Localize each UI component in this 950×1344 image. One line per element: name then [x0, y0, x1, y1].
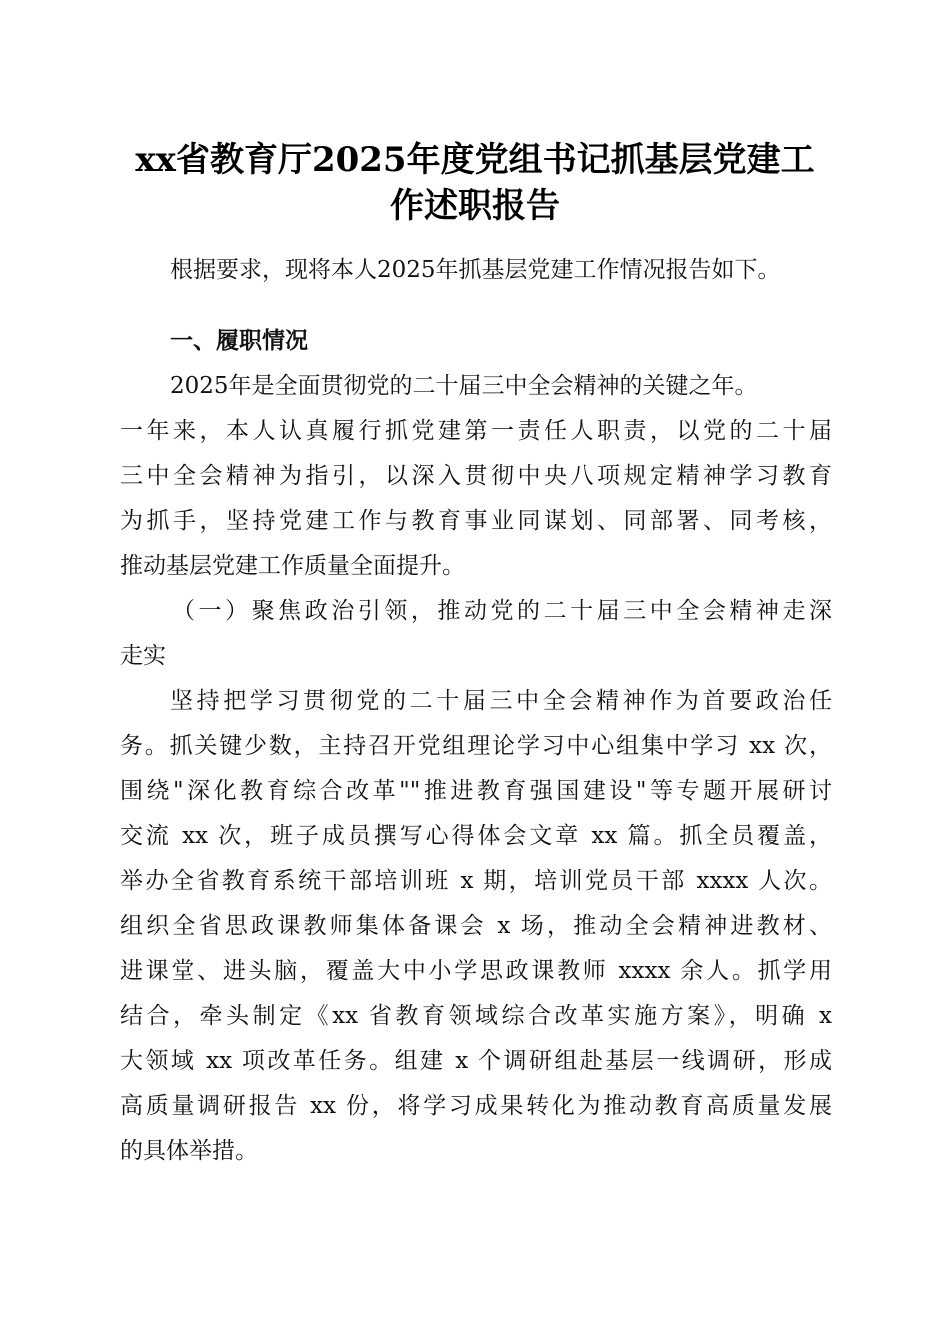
- para2-line-8: 结合，牵头制定《xx 省教育领域综合改革实施方案》，明确 x: [120, 1003, 832, 1029]
- para2-line-4: 交流 xx 次，班子成员撰写心得体会文章 xx 篇。抓全员覆盖，: [120, 823, 832, 849]
- para2-line-11: 的具体举措。: [120, 1138, 258, 1164]
- intro-paragraph: 根据要求，现将本人2025年抓基层党建工作情况报告如下。: [170, 257, 781, 283]
- para2-line-3: 围绕"深化教育综合改革""推进教育强国建设"等专题开展研讨: [120, 778, 832, 804]
- para2-line-2: 务。抓关键少数，主持召开党组理论学习中心组集中学习 xx 次，: [120, 733, 832, 759]
- para1-line-3: 三中全会精神为指引，以深入贯彻中央八项规定精神学习教育: [120, 463, 832, 489]
- para2-line-6: 组织全省思政课教师集体备课会 x 场，推动全会精神进教材、: [120, 913, 832, 939]
- para2-line-9: 大领域 xx 项改革任务。组建 x 个调研组赴基层一线调研，形成: [120, 1048, 832, 1074]
- para1-line-1: 2025年是全面贯彻党的二十届三中全会精神的关键之年。: [170, 373, 758, 399]
- para1-line-2: 一年来，本人认真履行抓党建第一责任人职责，以党的二十届: [120, 418, 832, 444]
- para2-line-5: 举办全省教育系统干部培训班 x 期，培训党员干部 xxxx 人次。: [120, 868, 832, 894]
- para2-line-10: 高质量调研报告 xx 份，将学习成果转化为推动教育高质量发展: [120, 1093, 832, 1119]
- subsection-heading-line-1: （一）聚焦政治引领，推动党的二十届三中全会精神走深: [172, 598, 832, 624]
- para2-line-7: 进课堂、进头脑，覆盖大中小学思政课教师 xxxx 余人。抓学用: [120, 958, 832, 984]
- document-title-line-1: xx省教育厅2025年度党组书记抓基层党建工: [135, 140, 815, 180]
- para1-line-4: 为抓手，坚持党建工作与教育事业同谋划、同部署、同考核，: [120, 508, 832, 534]
- para1-line-5: 推动基层党建工作质量全面提升。: [120, 553, 465, 579]
- subsection-heading-line-2: 走实: [120, 643, 166, 669]
- section-heading-1: 一、履职情况: [170, 328, 308, 354]
- para2-line-1: 坚持把学习贯彻党的二十届三中全会精神作为首要政治任: [170, 688, 832, 714]
- document-title-line-2: 作述职报告: [390, 186, 560, 226]
